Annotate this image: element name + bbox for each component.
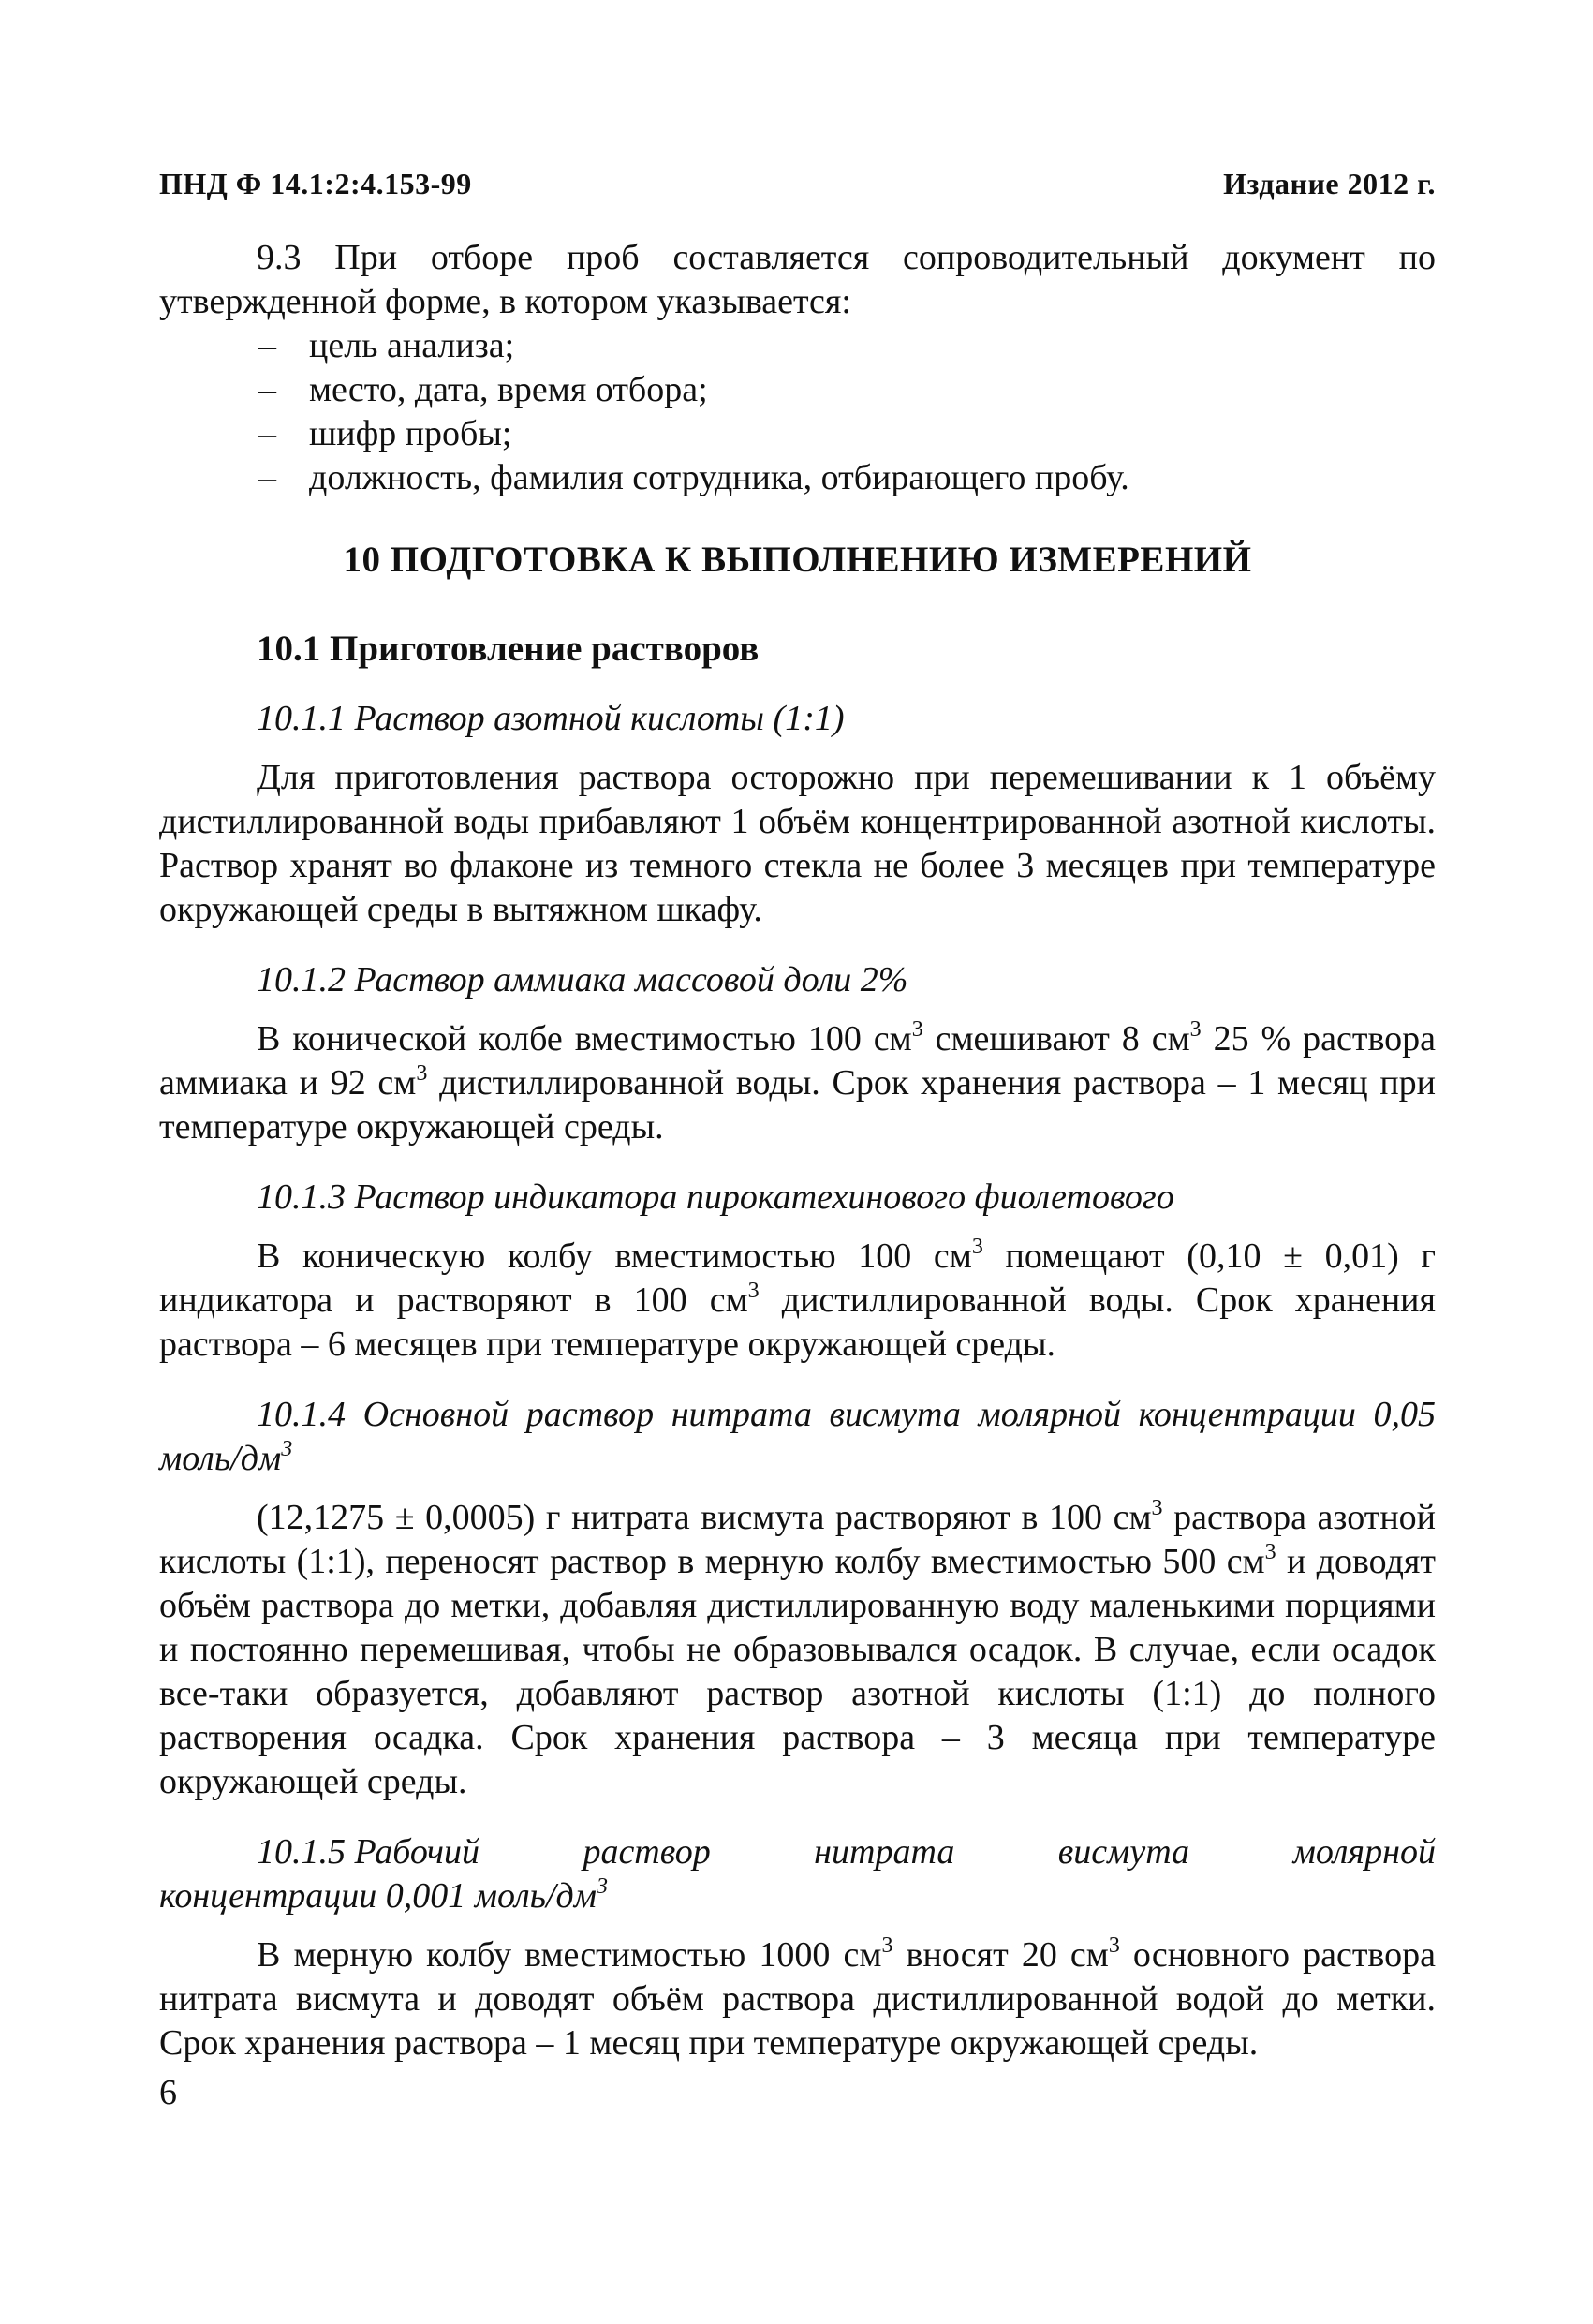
section-10-1-5-text: В мерную колбу вместимостью 1000 $см^3$ вносят 20 $см^3$ основного раствора нитрата висмута и доводят объём раствора дистиллированной водой до метки. Срок хранения раствора – 1 месяц при температуре окружающей среды. — [159, 1933, 1436, 2063]
section-9-3-list — [159, 324, 1436, 500]
list-item: – цель анализа; — [159, 324, 1436, 368]
page-number: 6 — [159, 2073, 177, 2112]
dash-marker: – — [258, 326, 276, 365]
section-10-1-4-text: (12,1275 ± 0,0005) г нитрата висмута растворяют в 100 $см^3$ раствора азотной кислоты (1:1), переносят раствор в мерную колбу вместимостью 500 $см^3$ и доводят объём раствора до метки, добавляя дистиллированную воду маленькими порциями и постоянно перемешивая, чтобы не образовывался осадок. В случае, если осадок все-таки образуется, добавляют раствор азотной кислоты (1:1) до полного растворения осадка. Срок хранения раствора – 3 месяца при температуре окружающей среды. — [159, 1496, 1436, 1801]
list-item: – место, дата, время отбора; — [159, 368, 1436, 412]
edition: Издание 2012 г. — [1223, 167, 1436, 200]
section-9-3-intro: 9.3 При отборе проб составляется сопроводительный документ по утвержденной форме, в котором указывается: — [159, 238, 1436, 321]
section-10-1-1-title: 10.1.1 Раствор азотной кислоты (1:1) — [257, 699, 845, 738]
dash-marker: – — [258, 414, 276, 453]
section-10-1-2-text: В конической колбе вместимостью 100 $см^3$ смешивают 8 $см^3$ 25 % раствора аммиака и 92 $см^3$ дистиллированной воды. Срок хранения раствора – 1 месяц при температуре окружающей среды. — [159, 1017, 1437, 1147]
section-10-1-4-title: 10.1.4 Основной раствор нитрата висмута молярной концентрации 0,05 моль/$дм^3$ — [159, 1395, 1436, 1478]
list-item: – шифр пробы; — [159, 412, 1436, 456]
dash-marker: – — [258, 370, 276, 409]
section-10-1-5-title: 10.1.5 Рабочий раствор нитрата висмута молярной концентрации 0,001 моль/$дм^3$ — [159, 1832, 1436, 1916]
section-10-title: 10 ПОДГОТОВКА К ВЫПОЛНЕНИЮ ИЗМЕРЕНИЙ — [343, 540, 1252, 580]
section-10-1-title: 10.1 Приготовление растворов — [257, 629, 760, 669]
section-10-1-1-text: Для приготовления раствора осторожно при перемешивании к 1 объёму дистиллированной воды прибавляют 1 объём концентрированной азотной кислоты. Раствор хранят во флаконе из темного стекла не более 3 месяцев при температуре окружающей среды в вытяжном шкафу. — [159, 758, 1436, 929]
document-code: ПНД Ф 14.1:2:4.153-99 — [159, 167, 472, 200]
list-item: – должность, фамилия сотрудника, отбирающего пробу. — [159, 456, 1436, 500]
page-header — [159, 167, 1436, 201]
section-10-1-3-text: В коническую колбу вместимостью 100 $см^3$ помещают (0,10 ± 0,01) г индикатора и растворяют в 100 $см^3$ дистиллированной воды. Срок хранения раствора – 6 месяцев при температуре окружающей среды. — [159, 1235, 1436, 1364]
section-10-1-2-title: 10.1.2 Раствор аммиака массовой доли 2% — [257, 960, 908, 999]
section-10-1-3-title: 10.1.3 Раствор индикатора пирокатехинового фиолетового — [257, 1177, 1174, 1217]
page-content — [159, 236, 1436, 2065]
dash-marker: – — [258, 458, 276, 497]
